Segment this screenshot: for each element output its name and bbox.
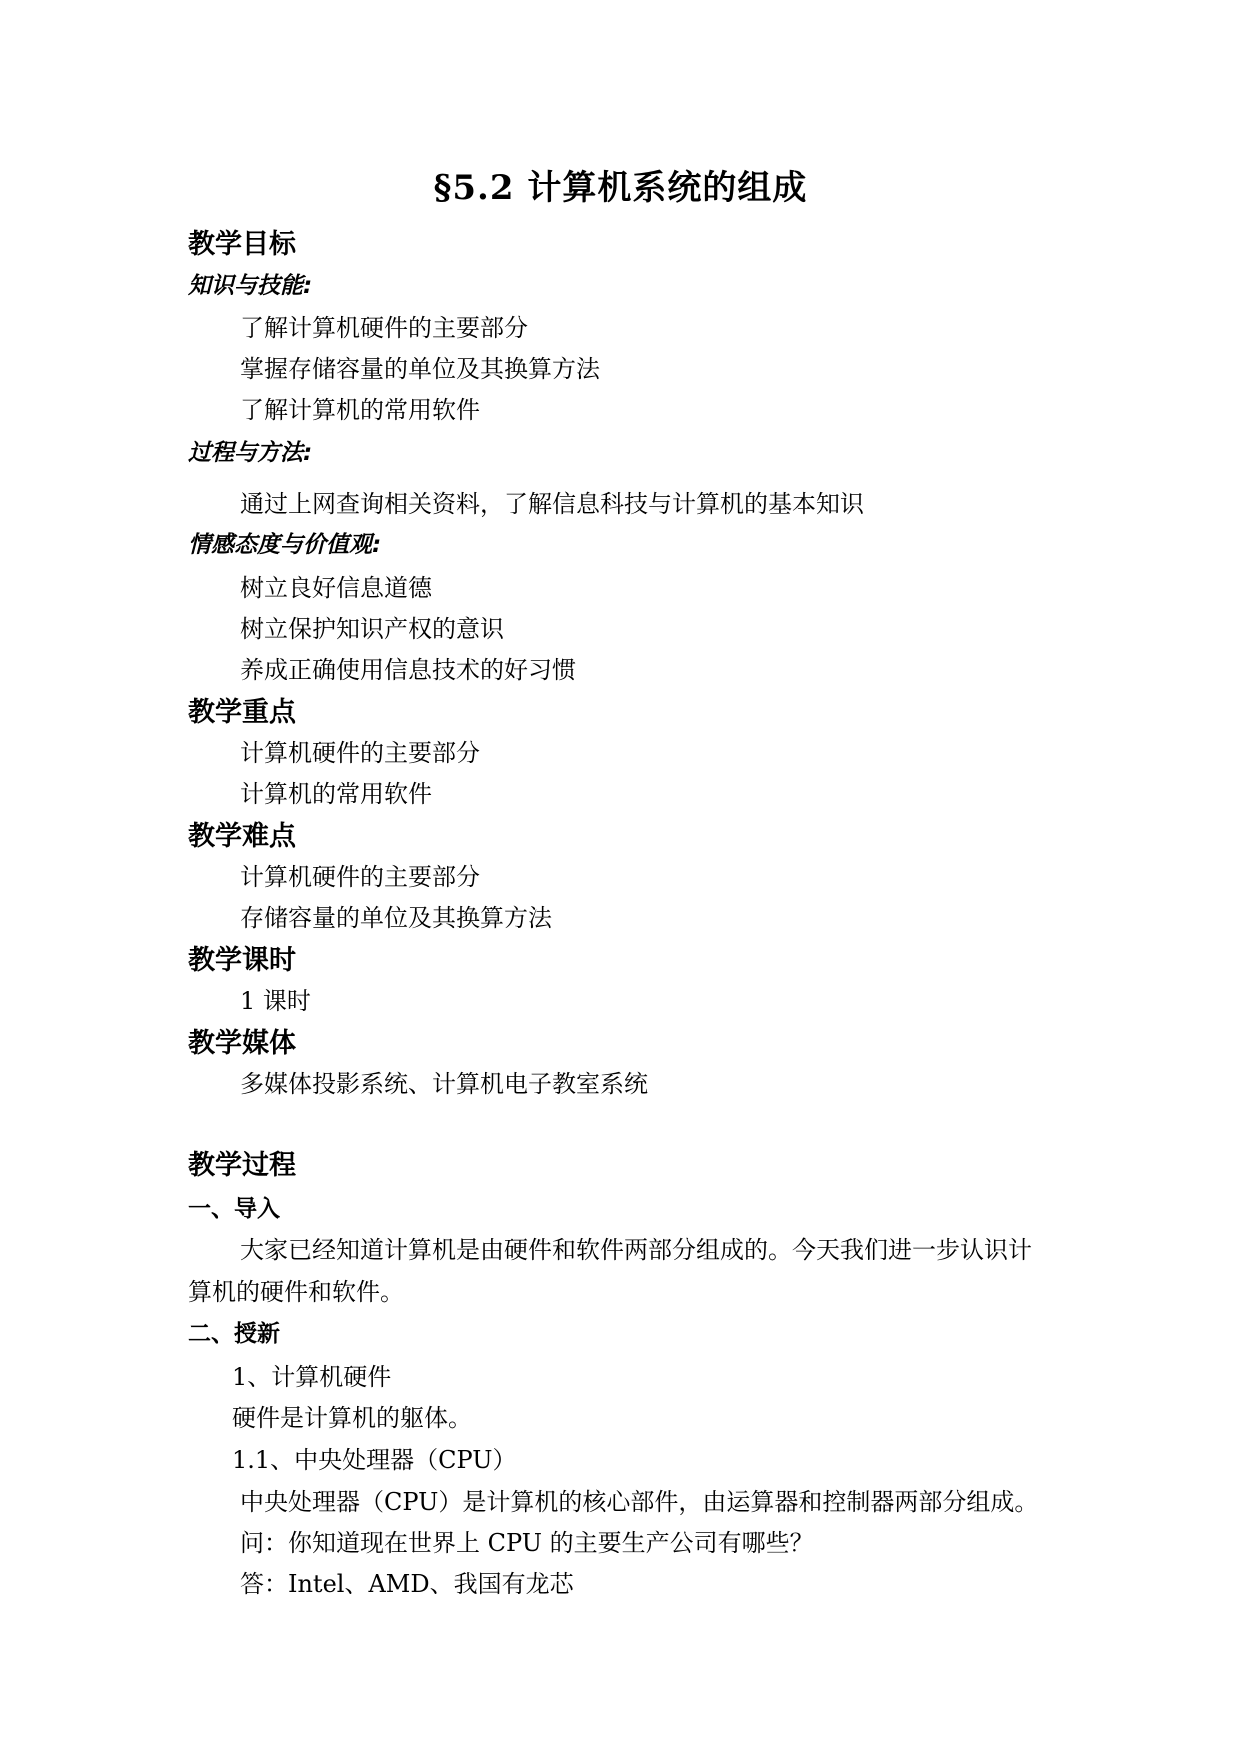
knowledge-item: 了解计算机的常用软件: [240, 396, 480, 424]
hours-value: 1 课时: [240, 987, 311, 1015]
cpu-answer: 答：Intel、AMD、我国有龙芯: [240, 1570, 574, 1598]
heading-new: 二、授新: [188, 1321, 280, 1347]
media-value: 多媒体投影系统、计算机电子教室系统: [240, 1070, 648, 1098]
label-process: 过程与方法:: [188, 440, 313, 466]
hardware-title: 1、计算机硬件: [232, 1363, 392, 1391]
heading-intro: 一、导入: [188, 1196, 280, 1222]
process-item: 通过上网查询相关资料，了解信息科技与计算机的基本知识: [240, 490, 864, 518]
heading-teaching-process: 教学过程: [188, 1150, 296, 1181]
knowledge-item: 掌握存储容量的单位及其换算方法: [240, 355, 600, 383]
attitude-item: 树立保护知识产权的意识: [240, 615, 504, 643]
page-title: §5.2 计算机系统的组成: [433, 168, 808, 208]
heading-difficulties: 教学难点: [188, 821, 296, 852]
intro-line-1: 大家已经知道计算机是由硬件和软件两部分组成的。今天我们进一步认识计: [240, 1236, 1032, 1264]
heading-media: 教学媒体: [188, 1028, 296, 1059]
cpu-title: 1.1、中央处理器（CPU）: [232, 1446, 517, 1474]
key-point-item: 计算机硬件的主要部分: [240, 739, 480, 767]
hardware-desc: 硬件是计算机的躯体。: [232, 1404, 472, 1432]
label-attitude: 情感态度与价值观:: [188, 532, 382, 558]
knowledge-item: 了解计算机硬件的主要部分: [240, 314, 528, 342]
difficulty-item: 存储容量的单位及其换算方法: [240, 904, 552, 932]
heading-objectives: 教学目标: [188, 229, 296, 260]
label-knowledge: 知识与技能:: [188, 273, 313, 299]
intro-line-2: 算机的硬件和软件。: [188, 1278, 404, 1306]
cpu-question: 问：你知道现在世界上 CPU 的主要生产公司有哪些？: [240, 1529, 814, 1557]
attitude-item: 树立良好信息道德: [240, 574, 432, 602]
key-point-item: 计算机的常用软件: [240, 780, 432, 808]
attitude-item: 养成正确使用信息技术的好习惯: [240, 656, 576, 684]
heading-hours: 教学课时: [188, 945, 296, 976]
cpu-desc: 中央处理器（CPU）是计算机的核心部件，由运算器和控制器两部分组成。: [240, 1488, 1039, 1516]
difficulty-item: 计算机硬件的主要部分: [240, 863, 480, 891]
heading-key-points: 教学重点: [188, 697, 296, 728]
